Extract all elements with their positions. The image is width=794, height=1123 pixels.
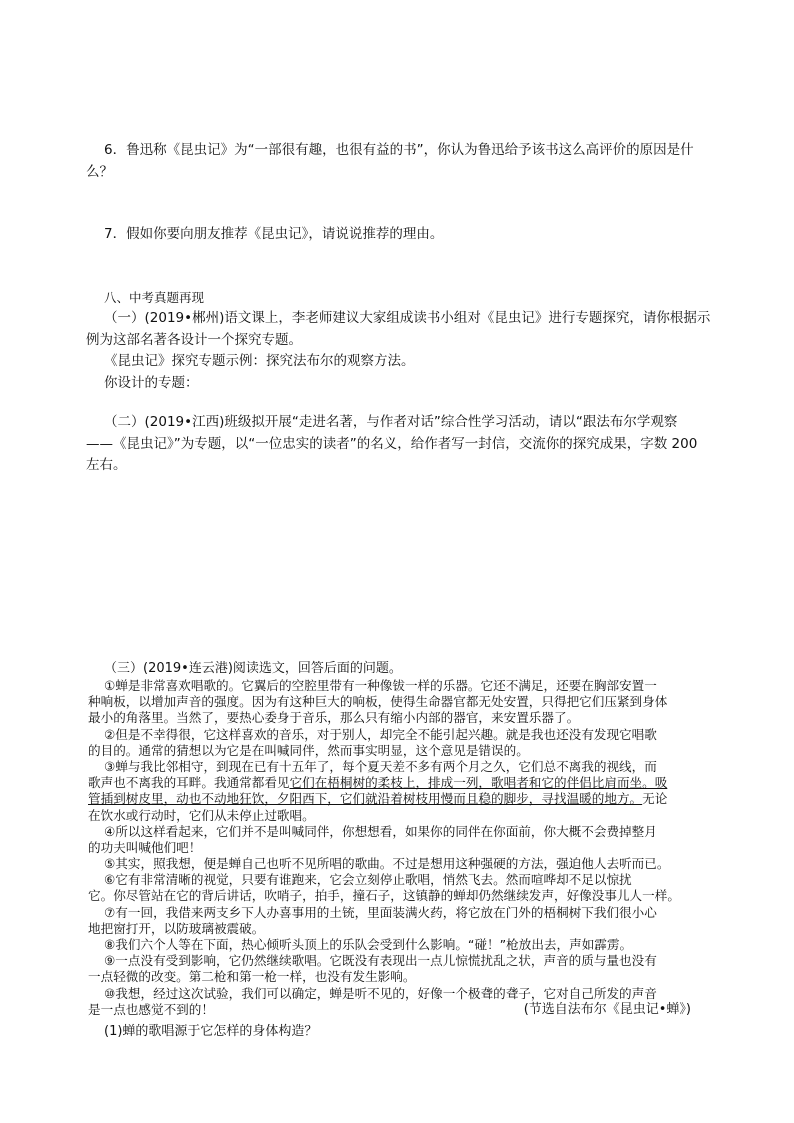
passage-line: 种响板，以增加声音的强度。因为有这种巨大的响板，使得生命器官都无处安置，只得把它们压紧到身体 (88, 694, 668, 710)
section-heading: 八、中考真题再现 (104, 290, 205, 305)
reading-passage (88, 678, 691, 1018)
passage-line: ①蝉是非常喜欢唱歌的。它翼后的空腔里带有一种像钹一样的乐器。它还不满足，还要在胸部安置一 (104, 678, 657, 693)
passage-line: ④所以这样看起来，它们并不是叫喊同伴，你想想看，如果你的同伴在你面前，你大概不会费掉整月 (104, 823, 657, 839)
underlined-sentence: 它们在梧桐树的柔枝上，排成一列，歌唱者和它的伴侣比肩而坐。吸 (289, 775, 668, 791)
passage-line: 它。你尽管站在它的背后讲话，吹哨子，拍手，撞石子，这镇静的蝉却仍然继续发声，好像没事儿人一样。 (88, 888, 680, 904)
passage-line: 的功夫叫喊他们吧！ (88, 839, 202, 855)
part-1-your-topic: 你设计的专题： (104, 375, 199, 391)
passage-line-underlined (88, 775, 691, 791)
part-1-line-2: 例为这部名著各设计一个探究专题。 (86, 332, 302, 348)
passage-line: ②但是不幸得很，它这样喜欢的音乐，对于别人，却完全不能引起兴趣。就是我也还没有发现它唱歌 (104, 726, 657, 742)
passage-line-underlined (88, 791, 691, 807)
passage-line: ⑥它有非常清晰的视觉，只要有谁跑来，它会立刻停止歌唱，悄然飞去。然而喧哗却不足以惊扰 (104, 872, 632, 888)
passage-line: ⑧我们六个人等在下面，热心倾听头顶上的乐队会受到什么影响。“碰！”枪放出去，声如霹雳。 (104, 937, 633, 952)
part-2-line-3: 左右。 (86, 457, 127, 473)
passage-text: 无论 (642, 791, 668, 807)
passage-line: 一点轻微的改变。第二枪和第一枪一样，也没有发生影响。 (88, 969, 416, 985)
sub-question-1: (1)蝉的歌唱源于它怎样的身体构造？ (104, 1024, 318, 1039)
passage-line: 的目的。通常的猜想以为它是在叫喊同伴，然而事实明显，这个意见是错误的。 (88, 742, 529, 758)
part-2-line-2: ——《昆虫记》”为专题，以“一位忠实的读者”的名义，给作者写一封信，交流你的探究成果，字数 200 (86, 436, 698, 452)
question-7: 7．假如你要向朋友推荐《昆虫记》，请说说推荐的理由。 (104, 226, 444, 242)
part-1-line-1: （一）(2019•郴州)语文课上，李老师建议大家组成读书小组对《昆虫记》进行专题探究，请你根据示 (104, 310, 711, 326)
passage-line: ⑨一点没有受到影响，它仍然继续歌唱。它既没有表现出一点儿惊慌扰乱之状，声音的质与量也没有 (104, 953, 657, 969)
passage-line: ⑤其实，照我想，便是蝉自己也听不见所唱的歌曲。不过是想用这种强硬的方法，强迫他人去听而已。 (104, 856, 670, 872)
question-6-line-2: 么？ (86, 164, 113, 180)
passage-line: ⑩我想，经过这次试验，我们可以确定，蝉是听不见的，好像一个极聋的聋子，它对自己所发的声音 (104, 985, 657, 1001)
passage-line: ⑦有一回，我借来两支乡下人办喜事用的土铳，里面装满火药，将它放在门外的梧桐树下我们很小心 (104, 904, 657, 920)
part-1-example: 《昆虫记》探究专题示例：探究法布尔的观察方法。 (104, 353, 415, 369)
passage-line: 在饮水或行动时，它们从未停止过歌唱。 (88, 807, 315, 823)
passage-text: 歌声也不离我的耳畔。我通常都看见 (88, 775, 290, 791)
passage-text: 是一点也感觉不到的！ (88, 1001, 214, 1017)
part-2-line-1: （二）(2019•江西)班级拟开展“走进名著，与作者对话”综合性学习活动，请以“跟法布尔学观察 (104, 414, 678, 430)
passage-source: (节选自法布尔《昆虫记•蝉》) (523, 1001, 691, 1017)
part-3-title: （三）(2019•连云港)阅读选文，回答后面的问题。 (104, 661, 402, 676)
passage-line: 地把窗打开，以防玻璃被震破。 (88, 920, 265, 936)
passage-line: ③蝉与我比邻相守，到现在已有十五年了，每个夏天差不多有两个月之久，它们总不离我的视线，而 (104, 758, 657, 774)
passage-line-last (88, 1002, 691, 1018)
passage-line: 最小的角落里。当然了，要热心委身于音乐，那么只有缩小内部的器官，来安置乐器了。 (88, 710, 580, 726)
question-6-line-1: 6．鲁迅称《昆虫记》为“一部很有趣，也很有益的书”，你认为鲁迅给予该书这么高评价的原因是什 (104, 142, 694, 158)
underlined-sentence: 管插到树皮里，动也不动地狂饮，夕阳西下，它们就沿着树枝用慢而且稳的脚步，寻找温暖的地方。 (88, 791, 643, 807)
